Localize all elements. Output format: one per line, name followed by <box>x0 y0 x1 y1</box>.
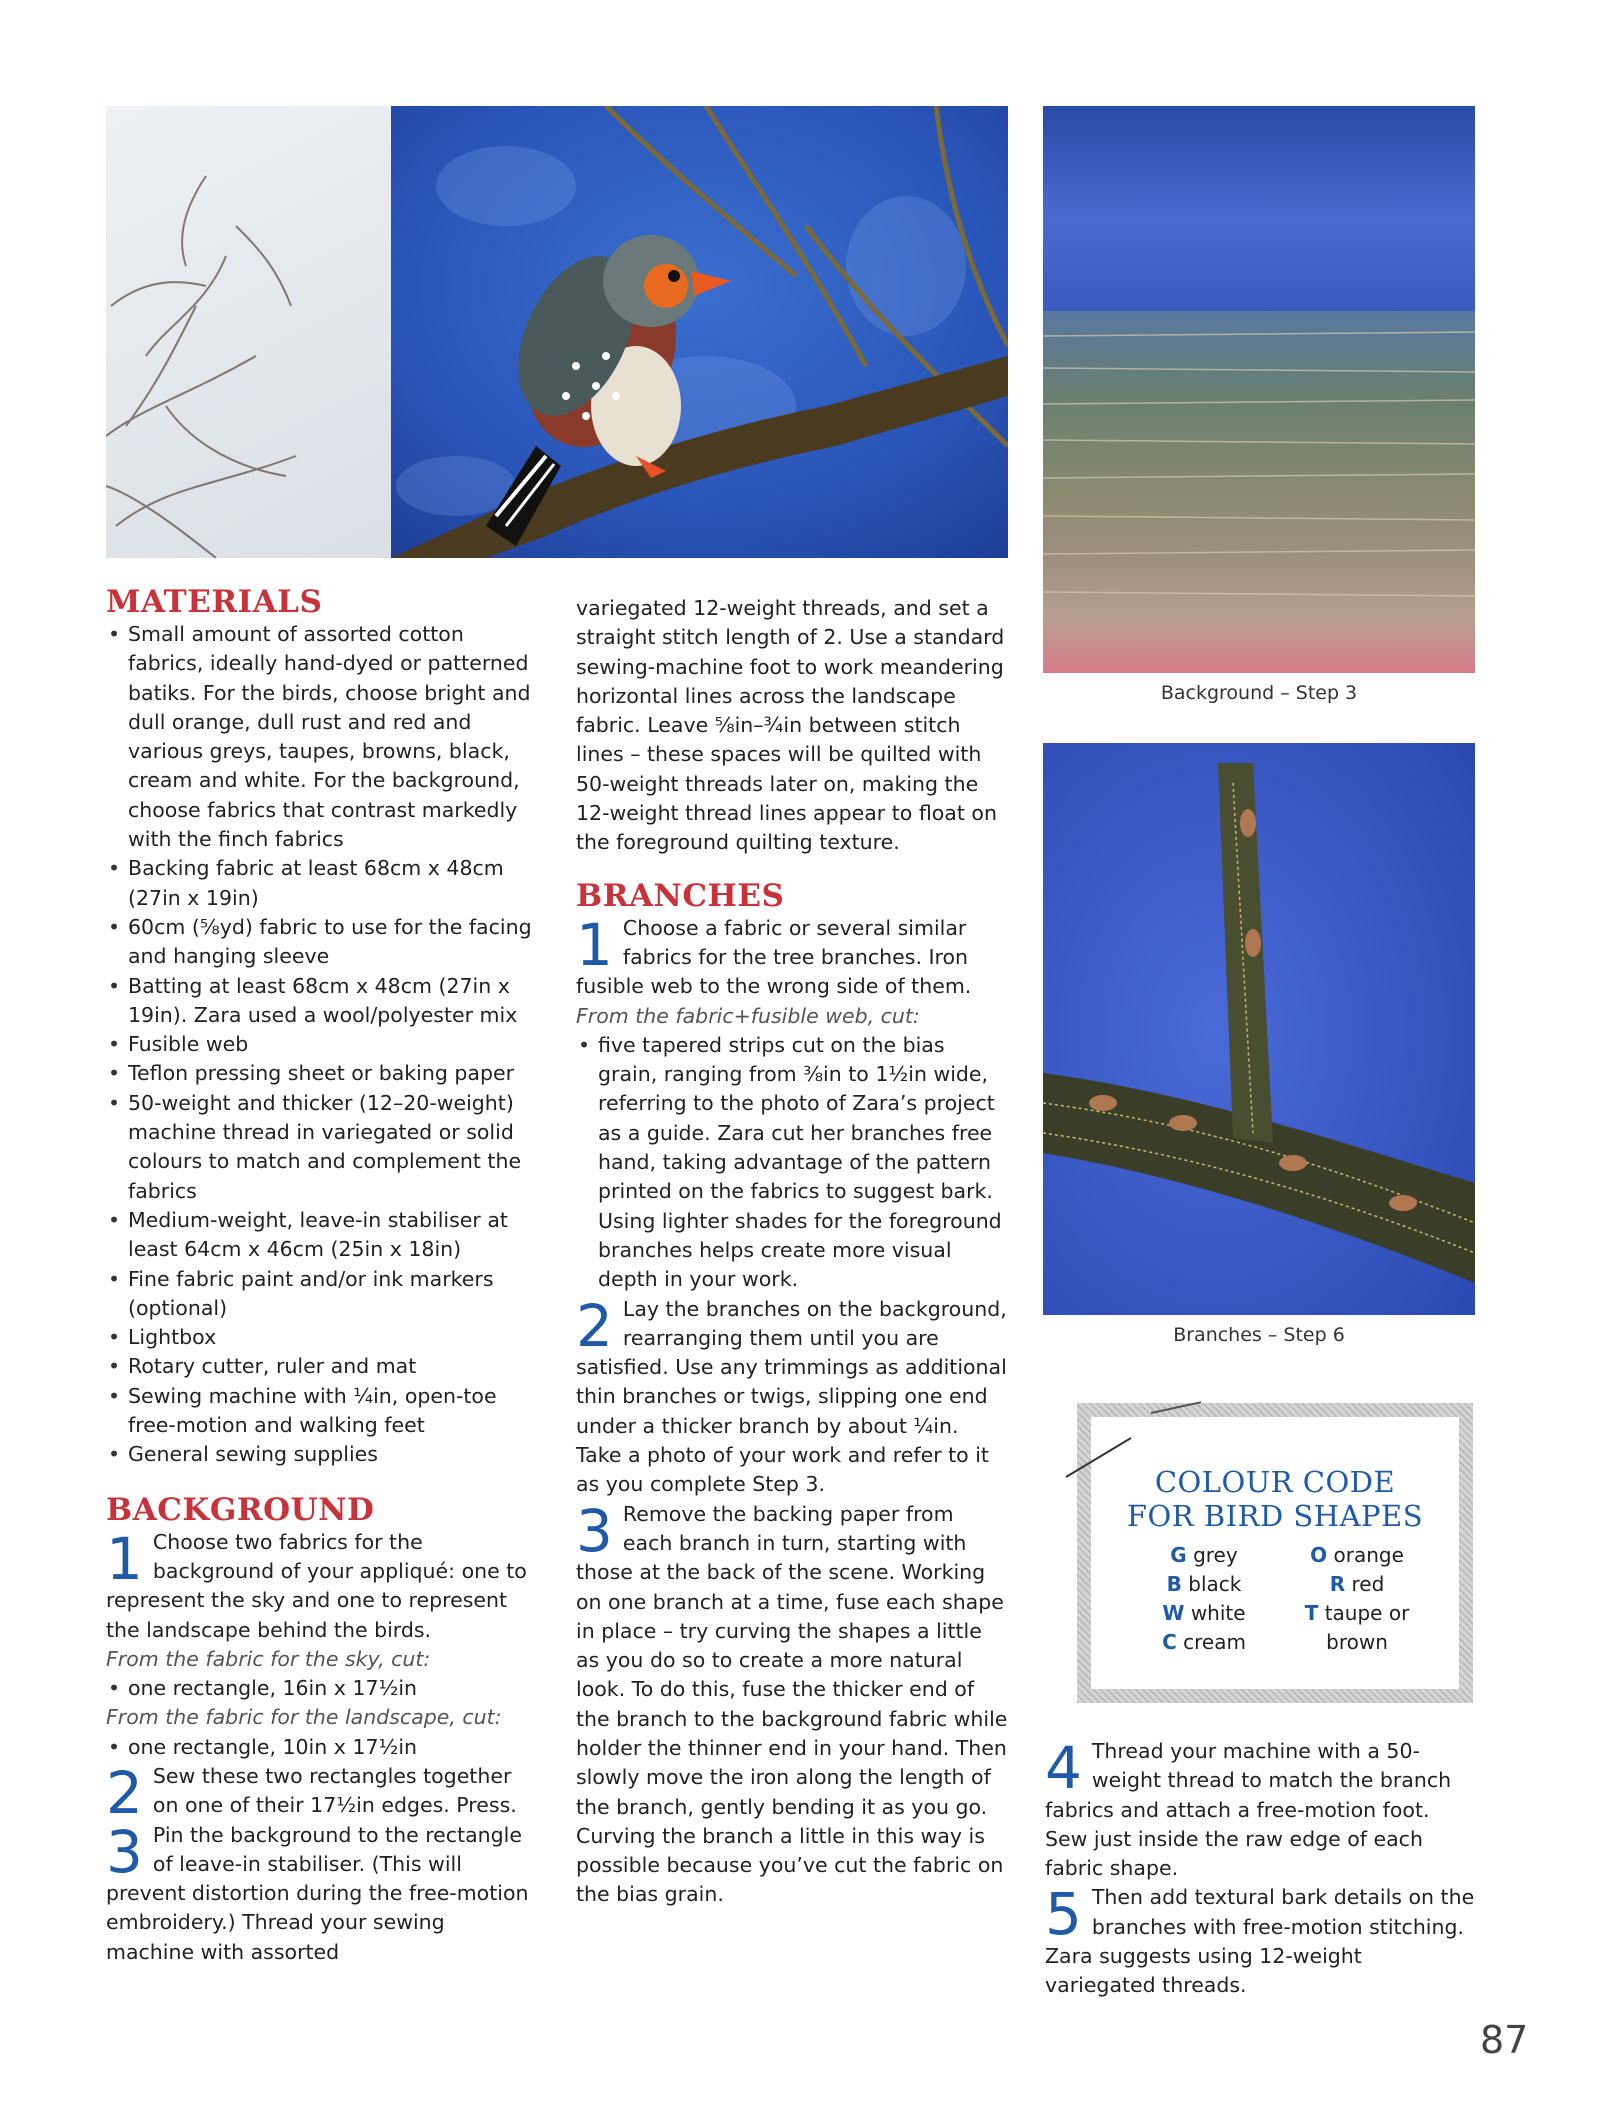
materials-heading: MATERIALS <box>106 584 323 620</box>
materials-item: • Batting at least 68cm x 48cm (27in x 19in). Zara used a wool/polyester mix <box>106 972 538 1031</box>
code-label: brown <box>1326 1630 1388 1654</box>
branches-step-3 <box>576 1496 1008 1910</box>
step-number: 1 <box>106 1524 143 1593</box>
landscape-fabric-illustration <box>1043 106 1475 673</box>
background-step-2 <box>106 1758 538 1827</box>
step-number: 4 <box>1045 1734 1082 1802</box>
code-label: grey <box>1193 1543 1238 1567</box>
cut-instruction-landscape: From the fabric for the landscape, cut: <box>106 1705 502 1730</box>
landscape-cut-item: • one rectangle, 10in x 17½in <box>106 1733 538 1762</box>
colour-code-left-column <box>1139 1541 1269 1657</box>
background-heading: BACKGROUND <box>106 1491 375 1528</box>
materials-item: • 60cm (⅝yd) fabric to use for the facing and hanging sleeve <box>106 913 538 972</box>
landscape-cut-list <box>106 1733 538 1762</box>
pin-icon <box>1061 1393 1201 1483</box>
finch-photo <box>106 106 1008 558</box>
step-number: 3 <box>106 1817 143 1886</box>
code-label: white <box>1190 1601 1246 1625</box>
colour-code-box <box>1077 1403 1473 1703</box>
colour-code-entry <box>1287 1599 1427 1628</box>
background-step3-photo <box>1043 106 1475 673</box>
code-letter: G <box>1170 1543 1187 1567</box>
step-text: Choose two fabrics for the background of your appliqué: one to represent the sky and one to represent the landscape behind the birds. <box>106 1529 527 1642</box>
column-3 <box>1045 1734 1477 2001</box>
step-text: Pin the background to the rectangle of leave-in stabiliser. (This will prevent distortion during the free-motion embroidery.) Thread your sewing machine with assorted <box>106 1822 529 1964</box>
column-2 <box>576 594 1008 1910</box>
colour-code-title-line1: COLOUR CODE <box>1154 1465 1396 1499</box>
cut-instruction-sky: From the fabric for the sky, cut: <box>106 1646 431 1671</box>
branches-cut-list <box>576 1031 1008 1295</box>
materials-item: • Small amount of assorted cotton fabrics, ideally hand-dyed or patterned batiks. For the birds, choose bright and dull orange, dull rust and red and various greys, taupes, browns, black, cream and white. For the background, choose fabrics that contrast markedly with the finch fabrics <box>106 620 538 854</box>
branches-step-5 <box>1045 1880 1477 2000</box>
colour-code-entry <box>1139 1599 1269 1628</box>
sky-cut-list <box>106 1674 538 1703</box>
code-letter: O <box>1310 1543 1328 1567</box>
branches-heading: BRANCHES <box>576 877 785 914</box>
step-text: Sew these two rectangles together on one of their 17½in edges. Press. <box>152 1763 517 1818</box>
code-label: red <box>1351 1572 1385 1596</box>
sky-cut-item: • one rectangle, 16in x 17½in <box>106 1674 538 1703</box>
background-step-3 <box>106 1817 538 1967</box>
code-letter: T <box>1304 1601 1319 1625</box>
cut-instruction-branches: From the fabric+fusible web, cut: <box>576 1003 920 1028</box>
background-step-1 <box>106 1524 538 1645</box>
colour-code-right-column <box>1287 1541 1427 1657</box>
materials-item: • Fusible web <box>106 1030 538 1059</box>
materials-item: • Sewing machine with ¼in, open-toe free-motion and walking feet <box>106 1382 538 1441</box>
code-letter: R <box>1329 1572 1346 1596</box>
code-letter: C <box>1162 1630 1177 1654</box>
colour-code-entry <box>1139 1570 1269 1599</box>
column-1 <box>106 584 538 1967</box>
caption-branches-step6: Branches – Step 6 <box>1173 1324 1345 1346</box>
colour-code-entry <box>1287 1570 1427 1599</box>
step-number: 5 <box>1045 1880 1082 1949</box>
materials-list <box>106 620 538 1470</box>
code-label: orange <box>1333 1543 1404 1567</box>
step-text: Lay the branches on the background, rearranging them until you are satisfied. Use any trimmings as additional thin branches or twigs, slipping one end under a thicker branch by about ¼in. Take a photo of your work and refer to it as you complete Step 3. <box>576 1296 1007 1497</box>
colour-code-entry <box>1287 1541 1427 1570</box>
step-number: 2 <box>106 1758 143 1827</box>
step-text: Thread your machine with a 50-weight thread to match the branch fabrics and attach a free-motion foot. Sew just inside the raw edge of each fabric shape. <box>1045 1739 1452 1881</box>
materials-item: • Medium-weight, leave-in stabiliser at least 64cm x 46cm (25in x 18in) <box>106 1206 538 1265</box>
finch-illustration <box>106 106 1008 558</box>
materials-item: • Backing fabric at least 68cm x 48cm (27in x 19in) <box>106 854 538 913</box>
branches-step-1 <box>576 910 1008 1002</box>
step-number: 1 <box>576 910 613 979</box>
colour-code-entry <box>1139 1541 1269 1570</box>
materials-item: • Lightbox <box>106 1323 538 1352</box>
materials-item: • 50-weight and thicker (12–20-weight) machine thread in variegated or solid colours to match and complement the fabrics <box>106 1089 538 1206</box>
step-number: 3 <box>576 1496 613 1565</box>
step-text: Choose a fabric or several similar fabrics for the tree branches. Iron fusible web to the wrong side of them. <box>576 915 972 999</box>
code-letter: B <box>1166 1572 1182 1596</box>
code-label: taupe or <box>1324 1601 1410 1625</box>
materials-item: • Teflon pressing sheet or baking paper <box>106 1059 538 1088</box>
step-text: Then add textural bark details on the branches with free-motion stitching. Zara suggests using 12-weight variegated threads. <box>1045 1885 1475 1998</box>
caption-background-step3: Background – Step 3 <box>1160 682 1358 704</box>
materials-item: • General sewing supplies <box>106 1440 538 1469</box>
branches-cut-item: • five tapered strips cut on the bias grain, ranging from ⅜in to 1½in wide, referring to the photo of Zara’s project as a guide. Zara cut her branches free hand, taking advantage of the pattern printed on the fabrics to suggest bark. Using lighter shades for the foreground branches helps create more visual depth in your work. <box>576 1031 1008 1295</box>
materials-item: • Rotary cutter, ruler and mat <box>106 1352 538 1381</box>
step-number: 2 <box>576 1291 613 1360</box>
step-text: Remove the backing paper from each branch in turn, starting with those at the back of the scene. Working on one branch at a time, fuse each shape in place – try curving the shapes a little as you do so to create a more natural look. To do this, fuse the thicker end of the branch to the background fabric while holder the thinner end in your hand. Then slowly move the iron along the length of the branch, gently bending it as you go. Curving the branch a little in this way is possible because you’ve cut the fabric on the bias grain. <box>576 1501 1008 1907</box>
branches-step-2 <box>576 1291 1008 1500</box>
materials-item: • Fine fabric paint and/or ink markers (optional) <box>106 1265 538 1324</box>
code-label: cream <box>1183 1630 1246 1654</box>
branches-step6-photo <box>1043 743 1475 1315</box>
code-letter: W <box>1162 1601 1185 1625</box>
background-step-3-continued: variegated 12-weight threads, and set a straight stitch length of 2. Use a standard sewing-machine foot to work meandering horizontal lines across the landscape fabric. Leave ⅝in–¾in between stitch lines – these spaces will be quilted with 50-weight threads later on, making the 12-weight thread lines appear to float on the foreground quilting texture. <box>576 596 1005 855</box>
colour-code-title-line2: FOR BIRD SHAPES <box>1126 1499 1424 1533</box>
code-label: black <box>1188 1572 1242 1596</box>
colour-code-entry <box>1139 1628 1269 1657</box>
colour-code-entry <box>1287 1628 1427 1657</box>
branches-step-4 <box>1045 1734 1477 1883</box>
branch-fabric-illustration <box>1043 743 1475 1315</box>
page-number: 87 <box>1480 2018 1529 2062</box>
